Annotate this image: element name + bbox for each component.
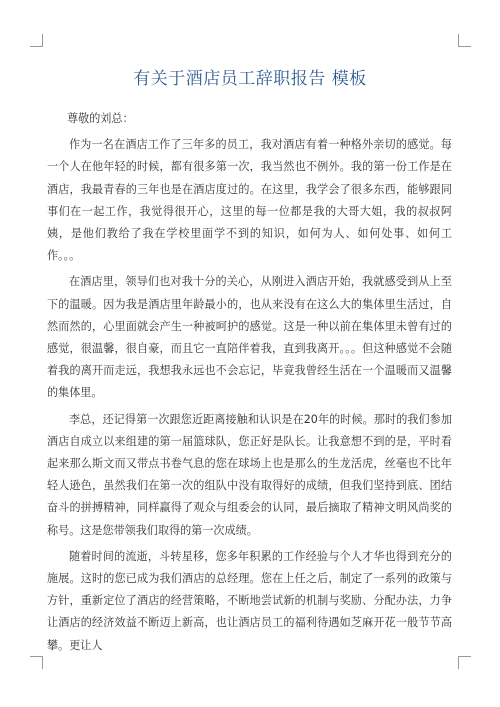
crop-mark-top-right bbox=[458, 34, 471, 47]
crop-mark-top-left bbox=[30, 34, 43, 47]
crop-mark-bottom-right bbox=[458, 656, 471, 669]
document-body bbox=[47, 108, 452, 661]
paragraph-4: 随着时间的流逝，斗转星移，您多年积累的工作经验与个人才华也得到充分的施展。这时的您已成为我们酒店的总经理。您在上任之后，制定了一系列的政策与方针，重新定位了酒店的经营策略，不断地尝试新的机制与奖励、分配办法，力争让酒店的经济效益不断迈上新高，也让酒店员工的福利待遇如芝麻开花一般节节高攀。更让人 bbox=[47, 549, 452, 652]
paragraph-3: 李总，还记得第一次跟您近距离接触和认识是在20年的时候。那时的我们参加酒店自成立以来组建的第一届篮球队，您正好是队长。让我意想不到的是，平时看起来那么斯文而又带点书卷气息的您在球场上也是那么的生龙活虎，丝毫也不比年轻人逊色，虽然我们在第一次的组队中没有取得好的成绩，但我们坚持到底、团结奋斗的拼搏精神，同样赢得了观众与组委会的认同，最后摘取了精神文明风尚奖的称号。这是您带领我们取得的第一次成绩。 bbox=[47, 412, 452, 537]
paragraph-2: 在酒店里，领导们也对我十分的关心，从刚进入酒店开始，我就感受到从上至下的温暖。因为我是酒店里年龄最小的，也从来没有在这么大的集体里生活过，自然而然的，心里面就会产生一种被呵护的感觉。这是一种以前在集体里未曾有过的感觉，很温馨，很自豪，而且它一直陪伴着我，直到我离开。。。但这种感觉不会随着我的离开而走远，我想我永远也不会忘记，毕竟我曾经生活在一个温暖而又温馨的集体里。 bbox=[47, 275, 452, 400]
document-title: 有关于酒店员工辞职报告 模板 bbox=[133, 69, 367, 89]
salutation: 尊敬的刘总： bbox=[67, 112, 134, 125]
crop-mark-bottom-left bbox=[30, 656, 43, 669]
paragraph-1: 作为一名在酒店工作了三年多的员工，我对酒店有着一种格外亲切的感觉。每一个人在他年轻的时候，都有很多第一次，我当然也不例外。我的第一份工作是在酒店，我最青春的三年也是在酒店度过的。在这里，我学会了很多东西，能够跟同事们在一起工作，我觉得很开心，这里的每一位都是我的大哥大姐，我的叔叔阿姨，是他们教给了我在学校里面学不到的知识，如何为人、如何处事、如何工作。。。 bbox=[47, 138, 452, 263]
